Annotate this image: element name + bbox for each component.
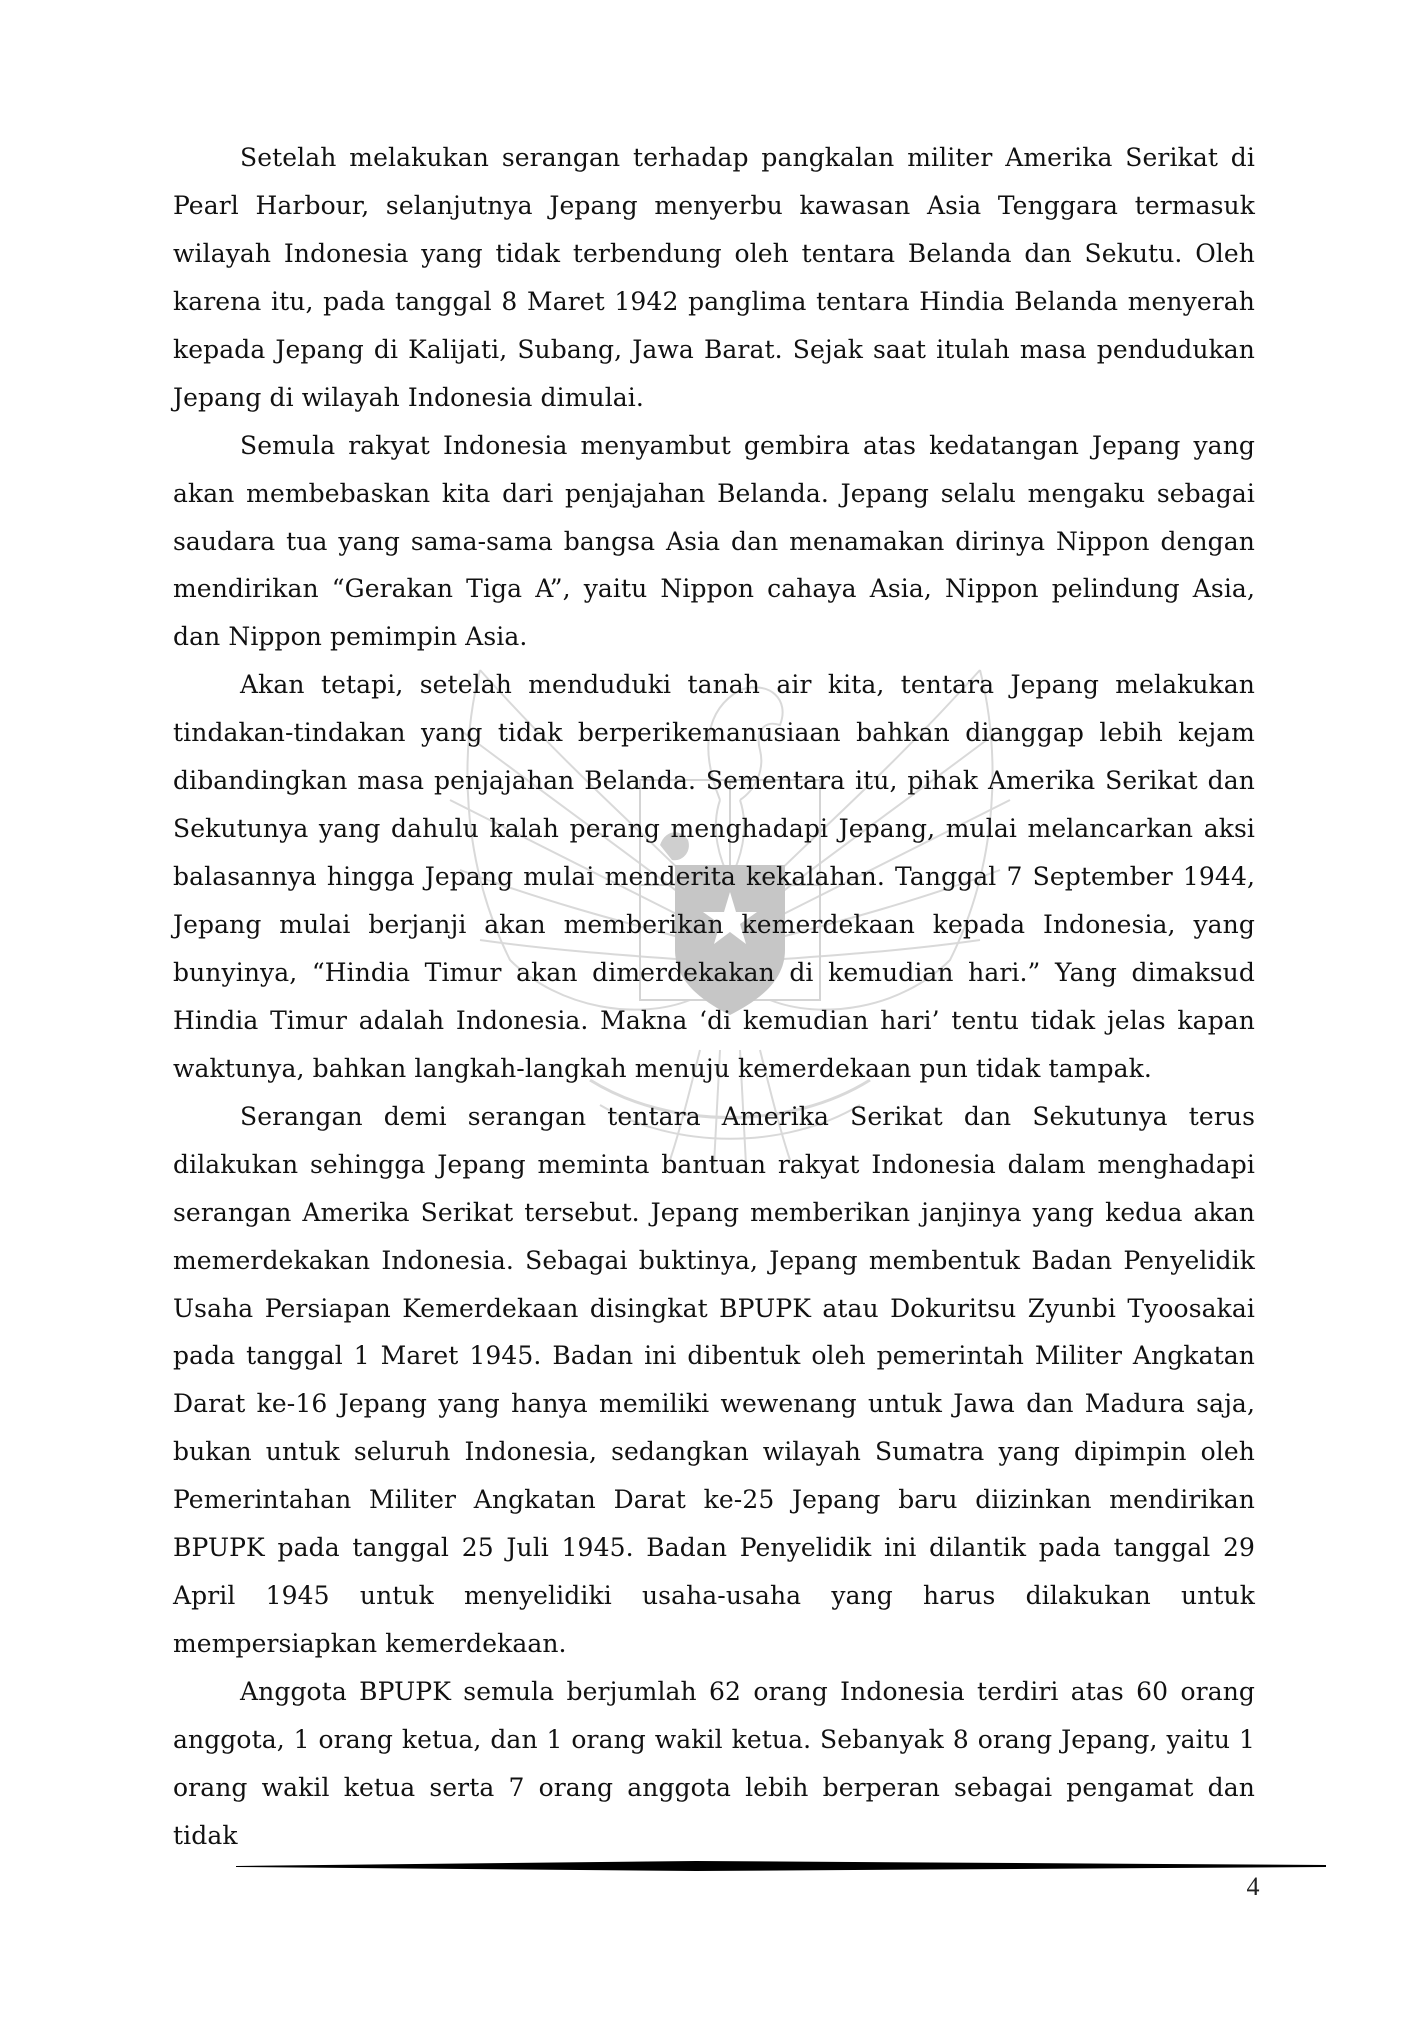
- paragraph-gerakan-tiga-a: Semula rakyat Indonesia menyambut gembira atas kedatangan Jepang yang akan membebaskan kita dari penjajahan Belanda. Jepang selalu mengaku sebagai saudara tua yang sama-sama bangsa Asia dan menamakan dirinya Nippon dengan mendirikan “Gerakan Tiga A”, yaitu Nippon cahaya Asia, Nippon pelindung Asia, dan Nippon pemimpin Asia.: [173, 430, 1255, 652]
- page-number: 4: [1246, 1872, 1260, 1901]
- paragraph-pembentukan-bpupk: Serangan demi serangan tentara Amerika Serikat dan Sekutunya terus dilakukan sehingga Jepang meminta bantuan rakyat Indonesia dalam menghadapi serangan Amerika Serikat tersebut. Jepang memberikan janjinya yang kedua akan memerdekakan Indonesia. Sebagai buktinya, Jepang membentuk Badan Penyelidik Usaha Persiapan Kemerdekaan disingkat BPUPK atau Dokuritsu Zyunbi Tyoosakai pada tanggal 1 Maret 1945. Badan ini dibentuk oleh pemerintah Militer Angkatan Darat ke-16 Jepang yang hanya memiliki wewenang untuk Jawa dan Madura saja, bukan untuk seluruh Indonesia, sedangkan wilayah Sumatra yang dipimpin oleh Pemerintahan Militer Angkatan Darat ke-25 Jepang baru diizinkan mendirikan BPUPK pada tanggal 25 Juli 1945. Badan Penyelidik ini dilantik pada tanggal 29 April 1945 untuk menyelidiki usaha-usaha yang harus dilakukan untuk mempersiapkan kemerdekaan.: [173, 1101, 1255, 1659]
- footer-divider: [236, 1860, 1326, 1872]
- document-body: [173, 134, 1255, 1860]
- paragraph-janji-kemerdekaan: Akan tetapi, setelah menduduki tanah air kita, tentara Jepang melakukan tindakan-tindakan yang tidak berperikemanusiaan bahkan dianggap lebih kejam dibandingkan masa penjajahan Belanda. Sementara itu, pihak Amerika Serikat dan Sekutunya yang dahulu kalah perang menghadapi Jepang, mulai melancarkan aksi balasannya hingga Jepang mulai menderita kekalahan. Tanggal 7 September 1944, Jepang mulai berjanji akan memberikan kemerdekaan kepada Indonesia, yang bunyinya, “Hindia Timur akan dimerdekakan di kemudian hari.” Yang dimaksud Hindia Timur adalah Indonesia. Makna ‘di kemudian hari’ tentu tidak jelas kapan waktunya, bahkan langkah-langkah menuju kemerdekaan pun tidak tampak.: [173, 670, 1255, 1083]
- paragraph-pendudukan-jepang: Setelah melakukan serangan terhadap pangkalan militer Amerika Serikat di Pearl Harbour, selanjutnya Jepang menyerbu kawasan Asia Tenggara termasuk wilayah Indonesia yang tidak terbendung oleh tentara Belanda dan Sekutu. Oleh karena itu, pada tanggal 8 Maret 1942 panglima tentara Hindia Belanda menyerah kepada Jepang di Kalijati, Subang, Jawa Barat. Sejak saat itulah masa pendudukan Jepang di wilayah Indonesia dimulai.: [173, 143, 1255, 412]
- paragraph-anggota-bpupk: Anggota BPUPK semula berjumlah 62 orang Indonesia terdiri atas 60 orang anggota, 1 orang ketua, dan 1 orang wakil ketua. Sebanyak 8 orang Jepang, yaitu 1 orang wakil ketua serta 7 orang anggota lebih berperan sebagai pengamat dan tidak: [173, 1677, 1255, 1850]
